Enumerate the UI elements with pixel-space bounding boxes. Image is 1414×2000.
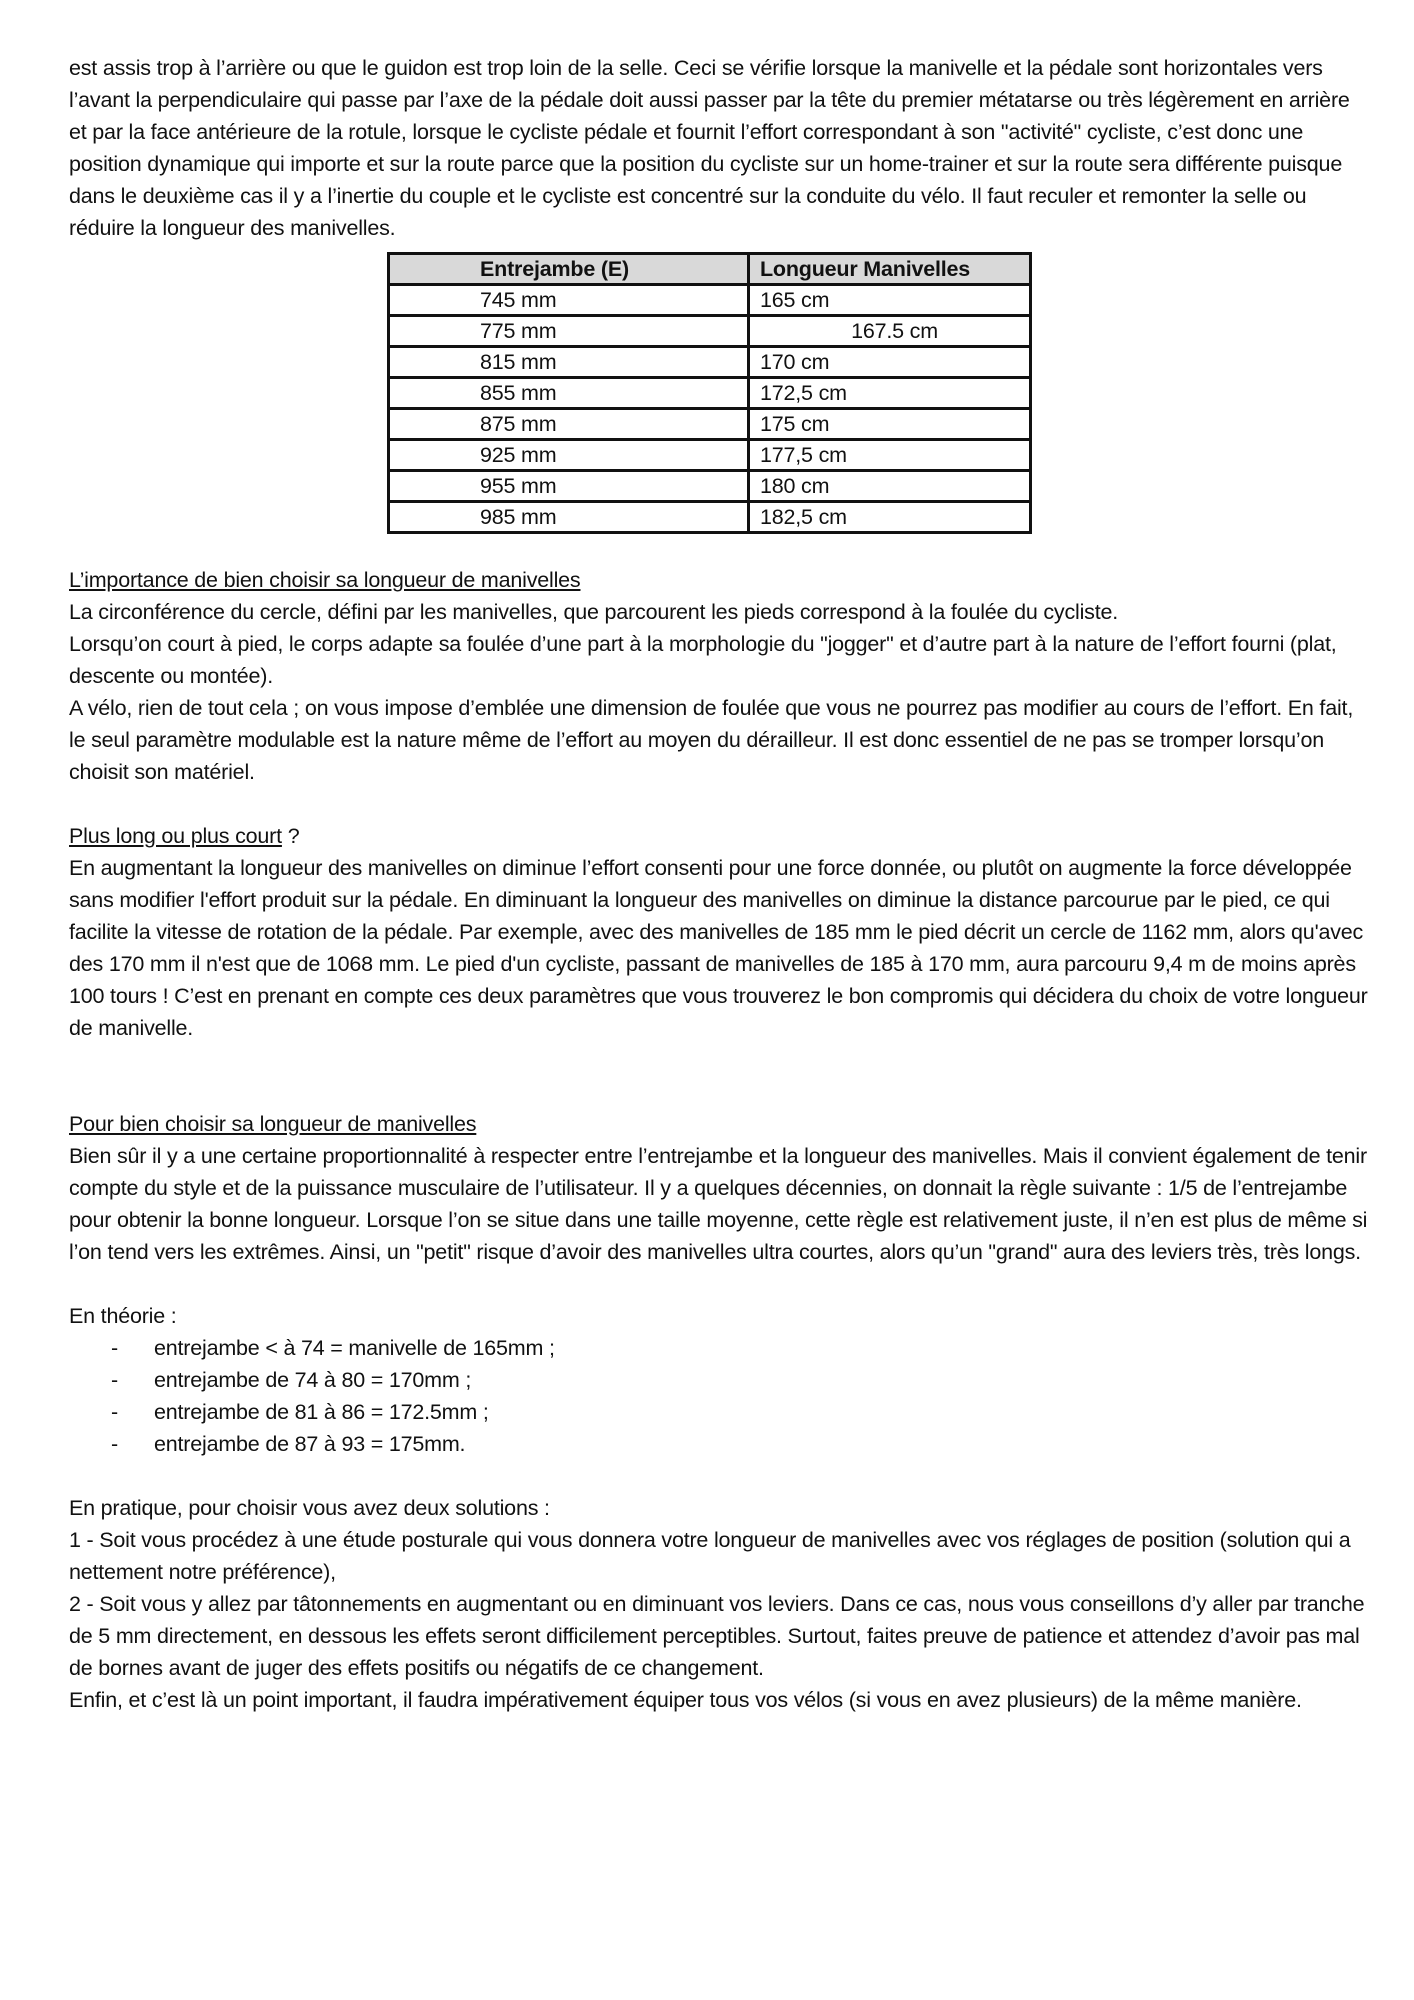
closing-paragraph: Enfin, et c’est là un point important, il faudra impérativement équiper tous vos vélos (si vous en avez plusieurs) de la même manière.: [69, 1688, 1302, 1712]
crank-length-cell: 165 cm: [749, 285, 1031, 316]
spacer: [69, 1268, 1369, 1300]
list-item: [69, 1428, 1369, 1460]
theory-label: En théorie :: [69, 1304, 177, 1328]
table-row: [389, 471, 1031, 502]
table-row: [389, 502, 1031, 533]
document-page: [69, 52, 1369, 1716]
section-how-to-choose: [69, 1108, 1369, 1716]
column-header-inseam: Entrejambe (E): [389, 254, 749, 285]
crank-length-cell: 172,5 cm: [749, 378, 1031, 409]
spacer: [69, 1460, 1369, 1492]
crank-length-cell: 180 cm: [749, 471, 1031, 502]
dash-bullet: -: [111, 1432, 118, 1456]
inseam-cell: 985 mm: [389, 502, 749, 533]
table-row: [389, 285, 1031, 316]
spacer: [69, 788, 1369, 820]
list-item-text: entrejambe de 81 à 86 = 172.5mm ;: [154, 1400, 489, 1424]
list-item: [69, 1364, 1369, 1396]
list-item: [69, 1332, 1369, 1364]
dash-bullet: -: [111, 1400, 118, 1424]
inseam-cell: 925 mm: [389, 440, 749, 471]
spacer: [69, 1044, 1369, 1108]
intro-paragraph: est assis trop à l’arrière ou que le guidon est trop loin de la selle. Ceci se vérifie lorsque la manivelle et la pédale sont horizontales vers l’avant la perpendiculaire qui passe par l’axe de la pédale doit aussi passer par la tête du premier métatarse ou très légèrement en arrière et par la face antérieure de la rotule, lorsque le cycliste pédale et fournit l’effort correspondant à son "activité" cycliste, c’est donc une position dynamique qui importe et sur la route parce que la position du cycliste sur un home-trainer et sur la route sera différente puisque dans le deuxième cas il y a l’inertie du couple et le cycliste est concentré sur la conduite du vélo. Il faut reculer et remonter la selle ou réduire la longueur des manivelles.: [69, 56, 1350, 240]
dash-bullet: -: [111, 1368, 118, 1392]
crank-length-cell: 177,5 cm: [749, 440, 1031, 471]
table-header-row: [389, 254, 1031, 285]
inseam-cell: 745 mm: [389, 285, 749, 316]
column-header-crank-length: Longueur Manivelles: [749, 254, 1031, 285]
inseam-cell: 815 mm: [389, 347, 749, 378]
paragraph: Bien sûr il y a une certaine proportionnalité à respecter entre l’entrejambe et la longueur des manivelles. Mais il convient également de tenir compte du style et de la puissance musculaire de l’utilisateur. Il y a quelques décennies, on donnait la règle suivante : 1/5 de l’entrejambe pour obtenir la bonne longueur. Lorsque l’on se situe dans une taille moyenne, cette règle est relativement juste, il n’en est plus de même si l’on tend vers les extrêmes. Ainsi, un "petit" risque d’avoir des manivelles ultra courtes, alors qu’un "grand" aura des leviers très, très longs.: [69, 1144, 1368, 1264]
section-importance: [69, 564, 1369, 788]
section-heading: Pour bien choisir sa longueur de manivelles: [69, 1112, 477, 1136]
crank-length-cell: 175 cm: [749, 409, 1031, 440]
section-heading: Plus long ou plus court: [69, 824, 282, 848]
inseam-cell: 955 mm: [389, 471, 749, 502]
paragraph: La circonférence du cercle, défini par les manivelles, que parcourent les pieds correspond à la foulée du cycliste.: [69, 600, 1119, 624]
section-heading: L’importance de bien choisir sa longueur de manivelles: [69, 568, 581, 592]
section-heading-line: [69, 820, 1369, 852]
table-row: [389, 378, 1031, 409]
section-longer-or-shorter: [69, 820, 1369, 1044]
inseam-cell: 875 mm: [389, 409, 749, 440]
practice-label: En pratique, pour choisir vous avez deux solutions :: [69, 1496, 550, 1520]
list-item-text: entrejambe < à 74 = manivelle de 165mm ;: [154, 1336, 555, 1360]
section-heading-suffix: ?: [281, 824, 300, 848]
dash-bullet: -: [111, 1336, 118, 1360]
table-row: [389, 440, 1031, 471]
list-item: [69, 1396, 1369, 1428]
table-row: [389, 409, 1031, 440]
crank-length-cell: 167.5 cm: [749, 316, 1031, 347]
paragraph: En augmentant la longueur des manivelles on diminue l’effort consenti pour une force donnée, ou plutôt on augmente la force développée sans modifier l'effort produit sur la pédale. En diminuant la longueur des manivelles on diminue la distance parcourue par le pied, ce qui facilite la vitesse de rotation de la pédale. Par exemple, avec des manivelles de 185 mm le pied décrit un cercle de 1162 mm, alors qu'avec des 170 mm il n'est que de 1068 mm. Le pied d'un cycliste, passant de manivelles de 185 à 170 mm, aura parcouru 9,4 m de moins après 100 tours ! C’est en prenant en compte ces deux paramètres que vous trouverez le bon compromis qui décidera du choix de votre longueur de manivelle.: [69, 856, 1368, 1040]
practice-item: 1 - Soit vous procédez à une étude posturale qui vous donnera votre longueur de manivelles avec vos réglages de position (solution qui a nettement notre préférence),: [69, 1528, 1351, 1584]
crank-length-table: [387, 252, 1032, 534]
crank-length-cell: 182,5 cm: [749, 502, 1031, 533]
list-item-text: entrejambe de 87 à 93 = 175mm.: [154, 1432, 466, 1456]
inseam-cell: 775 mm: [389, 316, 749, 347]
paragraph: A vélo, rien de tout cela ; on vous impose d’emblée une dimension de foulée que vous ne pourrez pas modifier au cours de l’effort. En fait, le seul paramètre modulable est la nature même de l’effort au moyen du dérailleur. Il est donc essentiel de ne pas se tromper lorsqu’on choisit son matériel.: [69, 696, 1354, 784]
theory-list: [69, 1332, 1369, 1460]
table-row: [389, 347, 1031, 378]
paragraph: Lorsqu’on court à pied, le corps adapte sa foulée d’une part à la morphologie du "jogger" et d’autre part à la nature de l’effort fourni (plat, descente ou montée).: [69, 632, 1337, 688]
list-item-text: entrejambe de 74 à 80 = 170mm ;: [154, 1368, 472, 1392]
inseam-cell: 855 mm: [389, 378, 749, 409]
crank-length-cell: 170 cm: [749, 347, 1031, 378]
table-row: [389, 316, 1031, 347]
practice-item: 2 - Soit vous y allez par tâtonnements en augmentant ou en diminuant vos leviers. Dans ce cas, nous vous conseillons d’y aller par tranche de 5 mm directement, en dessous les effets seront difficilement perceptibles. Surtout, faites preuve de patience et attendez d’avoir pas mal de bornes avant de juger des effets positifs ou négatifs de ce changement.: [69, 1592, 1365, 1680]
